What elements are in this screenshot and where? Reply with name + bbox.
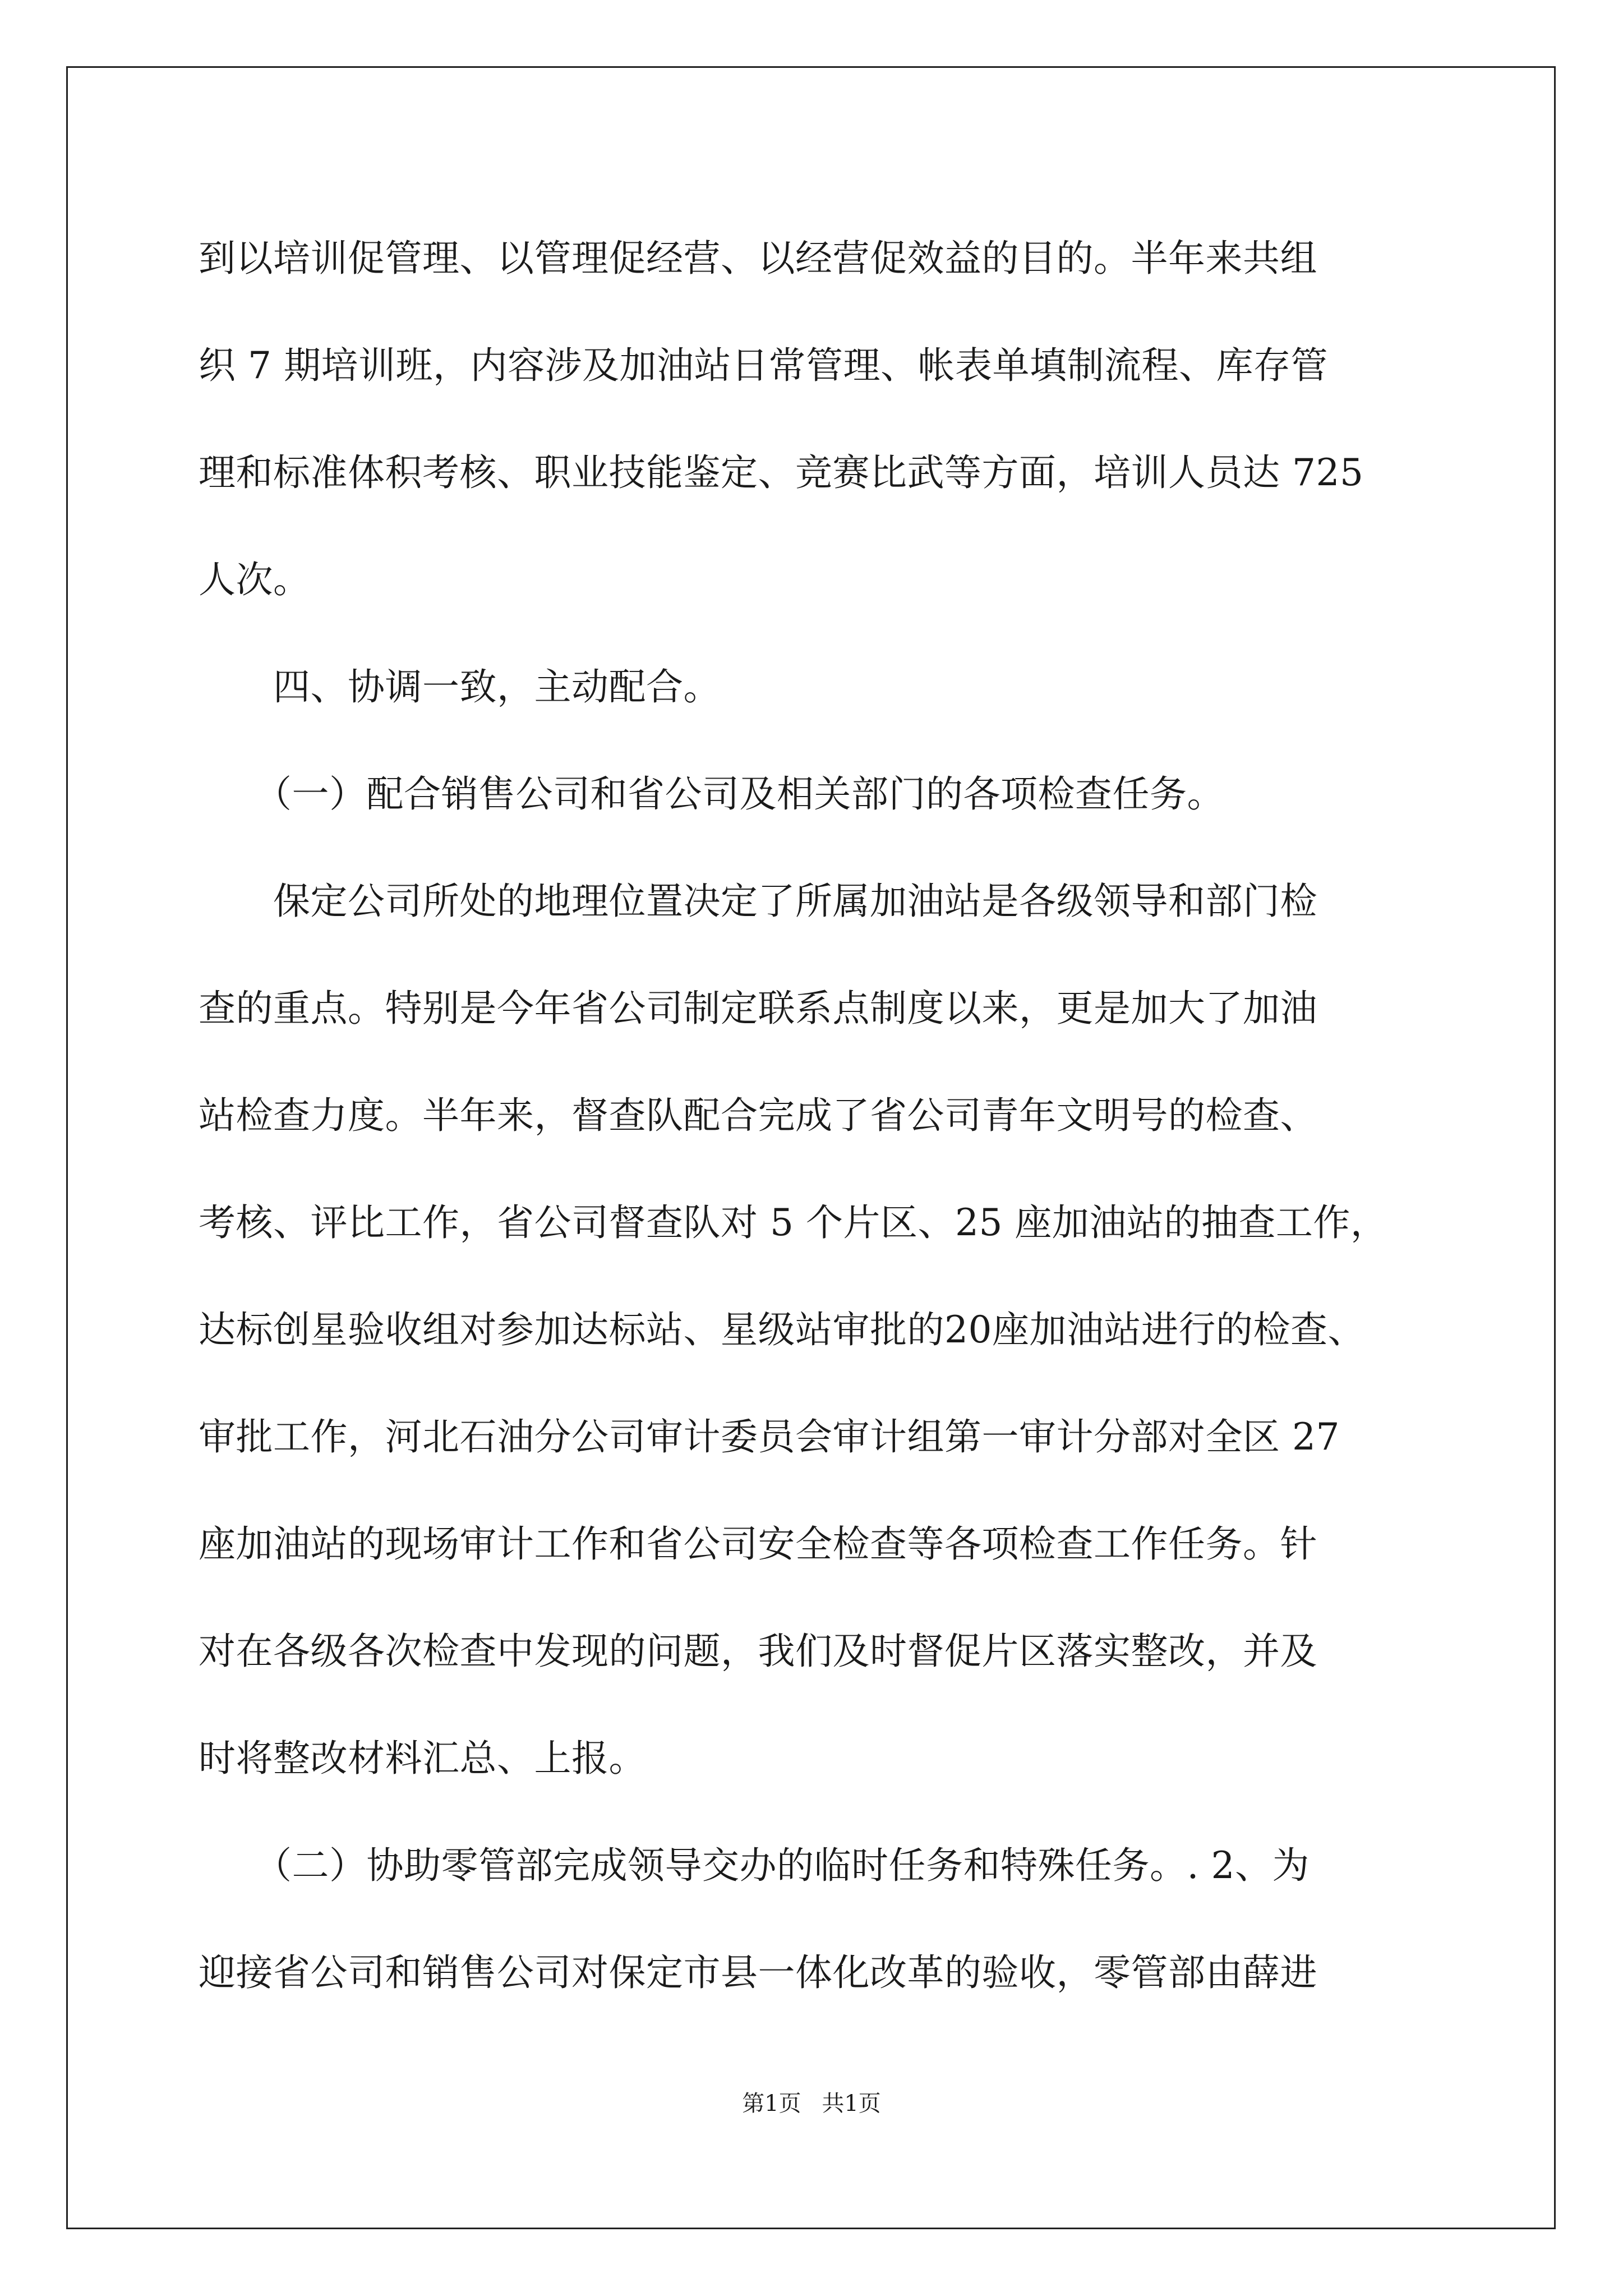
page-number: 第1页 [742, 2091, 801, 2116]
text-line: 织 7 期培训班，内容涉及加油站日常管理、帐表单填制流程、库存管 [199, 344, 1328, 387]
text-line: 迎接省公司和销售公司对保定市县一体化改革的验收，零管部由薛进 [199, 1951, 1317, 1994]
text-line: 人次。 [199, 558, 311, 601]
text-line: 对在各级各次检查中发现的问题，我们及时督促片区落实整改，并及 [199, 1630, 1317, 1673]
page-total: 共1页 [822, 2091, 881, 2116]
text-line: 站检查力度。半年来，督查队配合完成了省公司青年文明号的检查、 [199, 1094, 1317, 1137]
text-line: 考核、评比工作，省公司督查队对 5 个片区、25 座加油站的抽查工作， [199, 1201, 1388, 1244]
text-line: 审批工作，河北石油分公司审计委员会审计组第一审计分部对全区 27 [199, 1415, 1340, 1458]
text-line: 时将整改材料汇总、上报。 [199, 1737, 646, 1780]
text-line: 保定公司所处的地理位置决定了所属加油站是各级领导和部门检 [199, 880, 1317, 923]
subsection-heading: （一）配合销售公司和省公司及相关部门的各项检查任务。 [199, 772, 1224, 816]
text-line: 查的重点。特别是今年省公司制定联系点制度以来，更是加大了加油 [199, 987, 1317, 1030]
text-line: 座加油站的现场审计工作和省公司安全检查等各项检查工作任务。针 [199, 1522, 1317, 1566]
page-footer [0, 2090, 1623, 2118]
document-body [199, 205, 1438, 2026]
section-heading: 四、协调一致，主动配合。 [199, 665, 721, 708]
text-line: 到以培训促管理、以管理促经营、以经营促效益的目的。半年来共组 [199, 237, 1317, 280]
text-line: 达标创星验收组对参加达标站、星级站审批的20座加油站进行的检查、 [199, 1308, 1365, 1351]
text-line: 理和标准体积考核、职业技能鉴定、竞赛比武等方面，培训人员达 725 [199, 451, 1364, 494]
subsection-heading: （二）协助零管部完成领导交办的临时任务和特殊任务。. 2、为 [199, 1844, 1310, 1887]
